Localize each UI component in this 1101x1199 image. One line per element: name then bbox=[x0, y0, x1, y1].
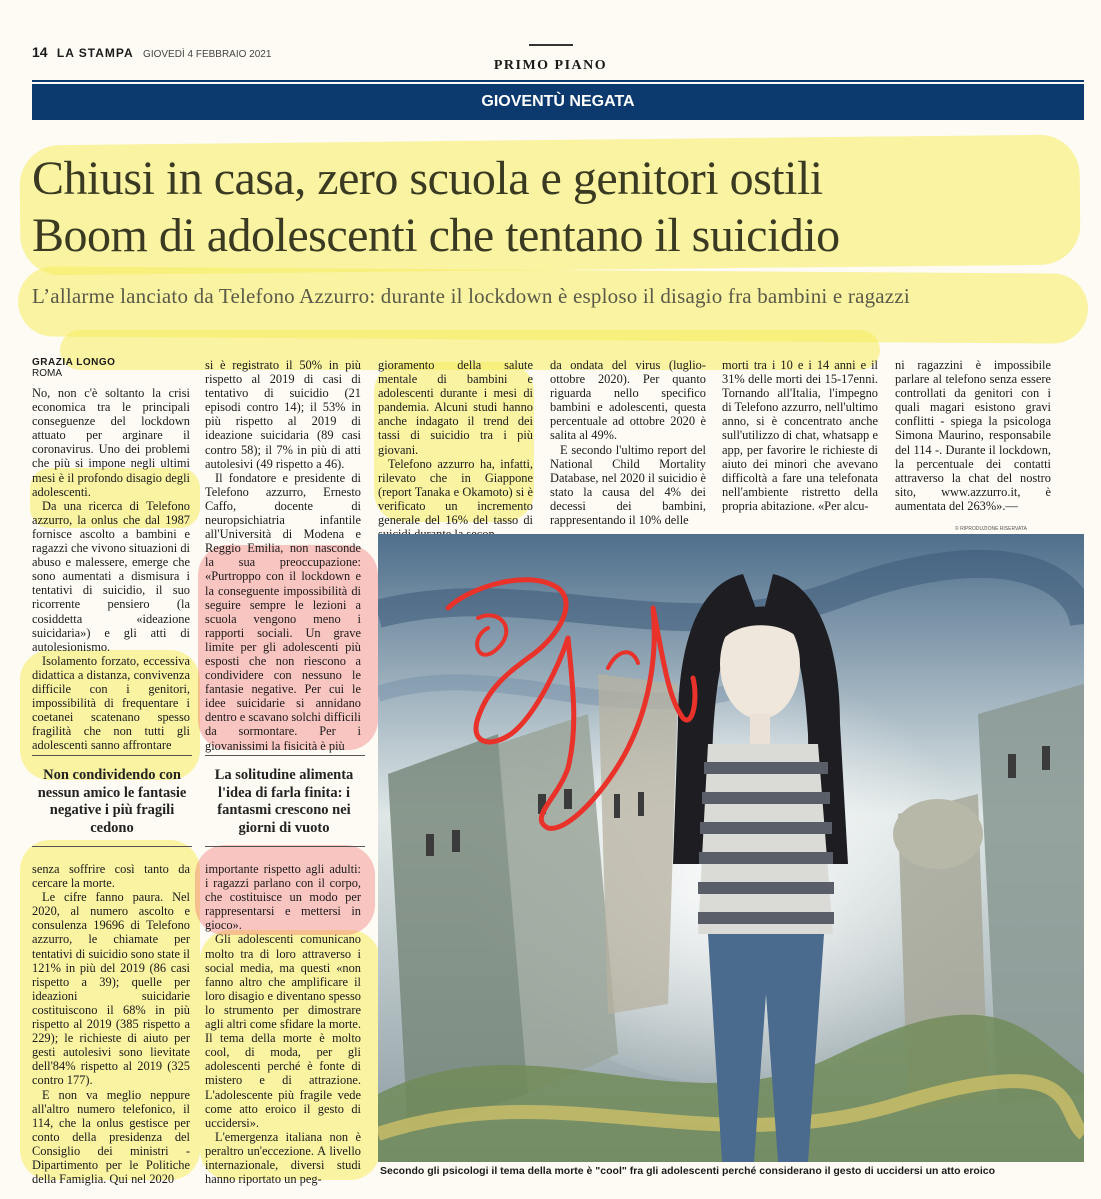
article-column bbox=[205, 358, 361, 753]
article-column bbox=[550, 358, 706, 527]
quote-rule bbox=[205, 846, 365, 847]
paragraph: E non va meglio neppure all'altro numero telefonico, il 114, che la onlus gestisce per conto della presidenza del Consiglio dei ministri - Dipartimento per le Politiche della Famiglia. Qui nel 2020 bbox=[32, 1087, 190, 1187]
paragraph: L'emergenza italiana non è peraltro un'eccezione. A livello internazionale, diversi studi hanno riportato un peg- bbox=[205, 1129, 361, 1187]
paragraph: No, non c'è soltanto la crisi economica tra le principali conseguenze del lockdown attuato per arginare il coronavirus. Uno dei problemi che più si impone negli ultimi mesi è il profondo disagio degli adolescenti. bbox=[32, 386, 190, 499]
article-column bbox=[32, 862, 190, 1186]
signature-scribble bbox=[408, 548, 718, 838]
paragraph: Il fondatore e presidente di Telefono azzurro, Ernesto Caffo, docente di neuropsichiatria infantile all'Università di Modena e Reggio Emilia, non nasconde la sua preoccupazione: «Purtroppo con il lockdown e la conseguente impossibilità di seguire sempre le lezioni a scuola vengono meno i rapporti sociali. Un grave limite per gli adolescenti più esposti che non riescono a condividere con nessuno le fantasie negative. Per cui le idee suicidarie si annidano dentro e scavano solchi difficili da sormontare. Per i giovanissimi la fisicità è più bbox=[205, 470, 361, 753]
copyright-notice: © RIPRODUZIONE RISERVATA bbox=[955, 526, 1027, 532]
dateline-city: ROMA bbox=[32, 368, 62, 379]
quote-rule bbox=[205, 755, 365, 756]
article-column bbox=[205, 862, 361, 1186]
paragraph: morti tra i 10 e i 14 anni e il 31% delle morti dei 15-17enni. Tornando all'Italia, l'impegno di Telefono azzurro, nell'ultimo anno, si è concentrato anche sull'utilizzo di chat, whatsapp e app, per favorire le richieste di aiuto dei minori che avevano difficoltà a fare una telefonata nell'ambiente ristretto della propria abitazione. «Per alcu- bbox=[722, 358, 878, 513]
article-column bbox=[32, 386, 190, 752]
pull-quote: Non condividendo con nessun amico le fantasie negative i più fragili cedono bbox=[37, 767, 187, 836]
paragraph: Isolamento forzato, eccessiva didattica a distanza, convivenza difficile con i genitori, impossibilità di frequentare i coetanei scatenano spesso fragilità che non tutti gli adolescenti sanno affrontare bbox=[32, 653, 190, 753]
article-column bbox=[378, 358, 533, 541]
quote-rule bbox=[32, 755, 192, 756]
paragraph: Da una ricerca di Telefono azzurro, la onlus che dal 1987 fornisce ascolto a bambini e ragazzi che vivono situazioni di abuso e malessere, emerge che sono aumentati a dismisura i tentativi di suicidio, il suo ricorrente pensiero (la cosiddetta «ideazione suicidaria») e gli atti di autolesionismo. bbox=[32, 498, 190, 654]
headline-line: Boom di adolescenti che tentano il suicidio bbox=[32, 209, 840, 262]
paragraph: Gli adolescenti comunicano molto tra di loro attraverso i social media, ma questi «non fanno altro che amplificare il loro disagio e diventano spesso lo strumento per dimostrare agli altri come sfidare la morte. Il tema della morte è molto cool, di moda, per gli adolescenti perché è fonte di mistero e di attrazione. L'adolescente più fragile vede come atto eroico il gesto di uccidersi». bbox=[205, 932, 361, 1130]
photo-caption: Secondo gli psicologi il tema della morte è "cool" fra gli adolescenti perché considerano il gesto di uccidersi un atto eroico bbox=[380, 1165, 996, 1177]
issue-date: GIOVEDÌ 4 FEBBRAIO 2021 bbox=[143, 49, 272, 60]
article-column bbox=[895, 358, 1051, 513]
paragraph: ni ragazzini è impossibile parlare al telefono senza essere controllati da genitori con i quali magari esistono gravi conflitti - spiega la psicologa Simona Maurino, responsabile del 114 -. Durante il lockdown, la percentuale dei contatti attraverso la chat del nostro sito, www.azzurro.it, è aumentata del 263%».— bbox=[895, 358, 1051, 513]
newspaper-brand: LA STAMPA bbox=[56, 46, 134, 60]
paragraph: Le cifre fanno paura. Nel 2020, al numero ascolto e consulenza 19696 di Telefono azzurro, le chiamate per tentativi di suicidio sono state il 121% in più del 2019 (86 casi rispetto a 39); quelle per ideazioni suicidarie costituiscono il 68% in più rispetto al 2019 (385 rispetto a 229); le richieste di aiuto per gesti autolesivi sono lievitate dell'84% rispetto al 2019 (325 contro 177). bbox=[32, 890, 190, 1088]
paragraph: gioramento della salute mentale di bambini e adolescenti durante i mesi di pandemia. Alcuni studi hanno anche indagato il trend dei tassi di suicidio tra i più giovani. bbox=[378, 358, 533, 457]
paragraph: senza soffrire così tanto da cercare la morte. bbox=[32, 862, 190, 891]
article-column bbox=[722, 358, 878, 513]
paragraph: Telefono azzurro ha, infatti, rilevato che in Giappone (report Tanaka e Okamoto) si è verificato un incremento generale del 16% del tasso di bbox=[378, 456, 533, 528]
paragraph: da ondata del virus (luglio-ottobre 2020). Per quanto riguarda nello specifico bambini e adolescenti, questa percentuale ad ottobre 2020 è salita al 49%. bbox=[550, 358, 706, 443]
section-title: PRIMO PIANO bbox=[493, 58, 608, 73]
byline bbox=[32, 357, 115, 379]
subheadline: L’allarme lanciato da Telefono Azzurro: durante il lockdown è esploso il disagio fra bambini e ragazzi bbox=[32, 284, 910, 308]
topic-banner: GIOVENTÙ NEGATA bbox=[32, 84, 1084, 120]
author-name: GRAZIA LONGO bbox=[32, 357, 116, 368]
paragraph: importante rispetto agli adulti: i ragazzi parlano con il corpo, che costituisce un modo per rappresentarsi e mettersi in gioco». bbox=[205, 862, 361, 933]
pull-quote: La solitudine alimenta l'idea di farla finita: i fantasmi crescono nei giorni di vuoto bbox=[214, 767, 354, 836]
page-number: 14 bbox=[32, 44, 48, 60]
section-rule bbox=[529, 44, 573, 46]
headline bbox=[32, 150, 1072, 264]
paragraph: E secondo l'ultimo report del National Child Mortality Database, nel 2020 il suicidio è stato la causa del 4% dei decessi dei bambini, rappresentando il 10% delle bbox=[550, 442, 706, 528]
banner-rule bbox=[32, 80, 1084, 82]
quote-rule bbox=[32, 846, 192, 847]
headline-line: Chiusi in casa, zero scuola e genitori ostili bbox=[32, 152, 823, 205]
paragraph: si è registrato il 50% in più rispetto al 2019 di casi di tentativo di suicidio (21 episodi contro 14); il 53% in più rispetto al 2019 di ideazione suicidaria (89 casi contro 58); il 7% in più di atti autolesivi (49 rispetto a 46). bbox=[205, 358, 361, 471]
